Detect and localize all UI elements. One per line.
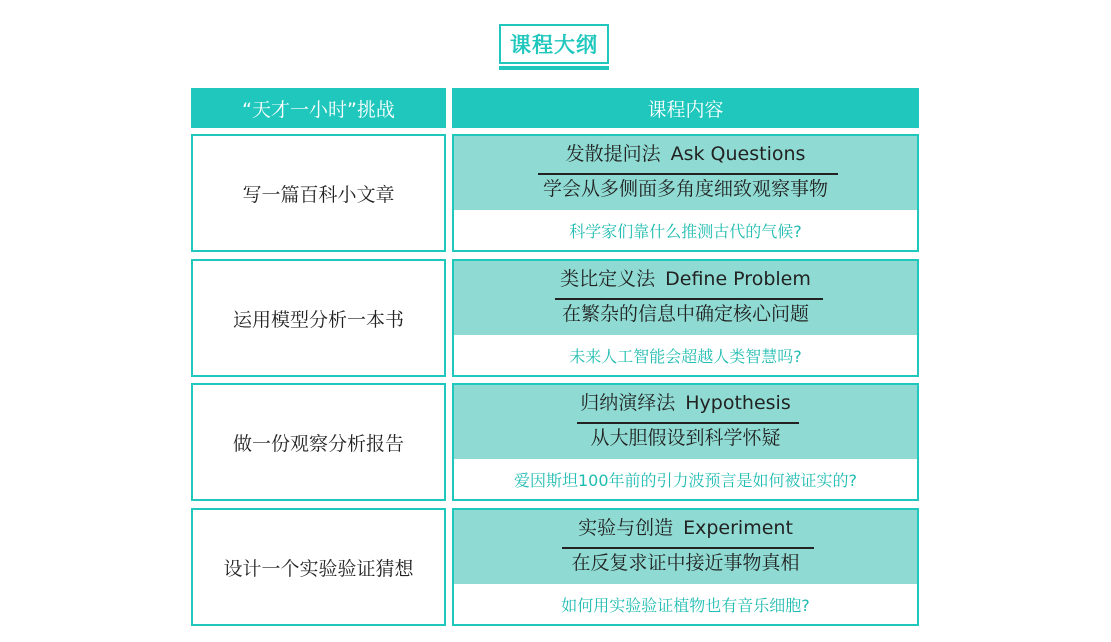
method-title — [454, 267, 917, 291]
method-cn: 归纳演绎法 — [580, 392, 676, 414]
method-title — [454, 516, 917, 540]
method-cn: 实验与创造 — [578, 517, 674, 539]
skill-text: 在反复求证中接近事物真相 — [571, 552, 800, 574]
method-en: Hypothesis — [685, 392, 791, 414]
outline-title-block — [499, 24, 609, 70]
skill-text: 在繁杂的信息中确定核心问题 — [561, 303, 809, 325]
divider-line — [577, 422, 799, 424]
question-text: 爱因斯坦100年前的引力波预言是如何被证实的? — [513, 470, 858, 490]
header-course-content: 课程内容 — [452, 88, 919, 128]
method-en: Ask Questions — [670, 143, 806, 165]
content-cell — [452, 134, 919, 252]
question-text: 如何用实验验证植物也有音乐细胞? — [561, 595, 810, 615]
content-top-panel — [454, 385, 917, 459]
skill-text: 学会从多侧面多角度细致观察事物 — [542, 178, 828, 200]
header-challenge: “天才一小时”挑战 — [191, 88, 446, 128]
challenge-cell: 运用模型分析一本书 — [191, 259, 446, 377]
challenge-cell: 写一篇百科小文章 — [191, 134, 446, 252]
divider-line — [555, 298, 823, 300]
method-cn: 发散提问法 — [565, 143, 661, 165]
content-cell — [452, 508, 919, 626]
content-cell — [452, 383, 919, 501]
content-top-panel — [454, 261, 917, 335]
divider-line — [562, 547, 814, 549]
skill-text: 从大胆假设到科学怀疑 — [590, 427, 781, 449]
question-text: 科学家们靠什么推测古代的气候? — [569, 221, 802, 241]
divider-line — [538, 173, 838, 175]
content-top-panel — [454, 136, 917, 210]
title-underline — [499, 66, 609, 70]
content-cell — [452, 259, 919, 377]
challenge-cell: 设计一个实验验证猜想 — [191, 508, 446, 626]
question-text: 未来人工智能会超越人类智慧吗? — [569, 346, 802, 366]
method-en: Define Problem — [665, 268, 811, 290]
method-en: Experiment — [683, 517, 793, 539]
method-title — [454, 391, 917, 415]
page-title: 课程大纲 — [499, 24, 609, 64]
method-cn: 类比定义法 — [560, 268, 656, 290]
challenge-cell: 做一份观察分析报告 — [191, 383, 446, 501]
content-top-panel — [454, 510, 917, 584]
method-title — [454, 142, 917, 166]
